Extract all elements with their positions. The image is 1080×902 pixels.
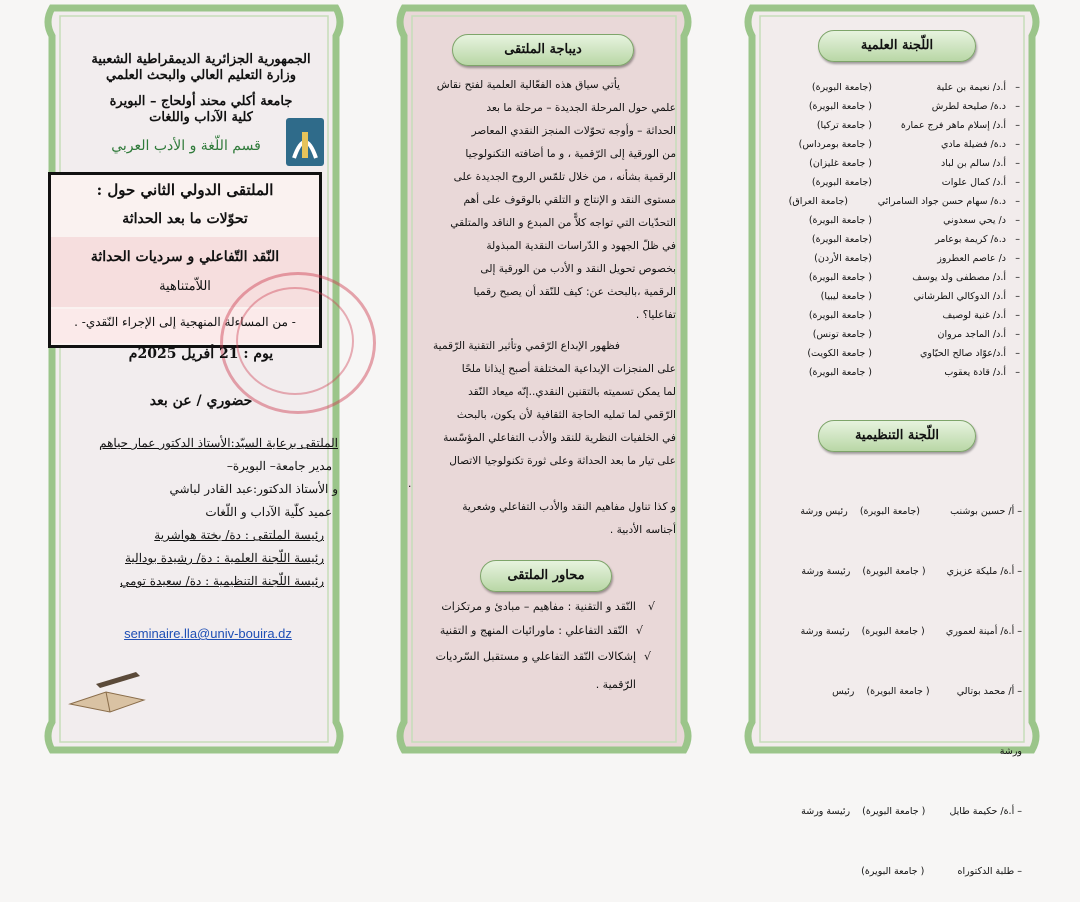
patronage-block [62, 432, 338, 593]
list-item: – أ/ محمد بوتالي ( جامعة البويرة) رئيس [832, 686, 1022, 697]
list-item: – د/ يحي سعدوني ( جامعة البويرة) [808, 215, 1020, 226]
list-item: – أ.د/ نعيمة بن علية (جامعة البويرة) [811, 82, 1020, 93]
book-illustration [66, 664, 176, 714]
header-line-2: وزارة التعليم العالي والبحث العلمي [105, 68, 297, 83]
organizing-members-list [760, 462, 1022, 902]
intro-line: أجناسه الأدبية . [609, 524, 676, 536]
intro-line: مستوى النقد و الإنتاج و التلقي بالوقوف على أهم [463, 194, 676, 206]
contact-email-link[interactable]: seminaire.lla@univ-bouira.dz [124, 626, 292, 641]
dash: – [1014, 686, 1022, 697]
dash: – [1014, 626, 1022, 637]
intro-line: الحداثة – وأوجه تحوّلات المنجز النقدي المعاصر [471, 125, 676, 137]
axis-item: إشكالات النّقد التفاعلي و مستقبل السّرديات [435, 650, 636, 663]
list-item: – أ.د/عوّاد صالح الحيّاوي ( جامعة الكويت) [807, 348, 1020, 359]
list-item: – أ.د/ مصطفى ولد يوسف ( جامعة البويرة) [808, 272, 1020, 283]
intro-line: يأتي سياق هذه الفعّالية العلمية لفتح نقاش [436, 79, 620, 91]
officer-scientific-chair: رئيسة اللّجنة العلمية : دة/ رشيدة بودالية [125, 551, 324, 565]
intro-line: على المنجزات الإبداعية المختلفة أصبح إيذانا ملحًا [461, 363, 676, 375]
intro-line: التحدّيات التي تواجه كلاًّ من المبدع و الناقد والمتلقي [450, 217, 676, 229]
conference-date: يوم : 21 أفريل 2025م [128, 346, 274, 362]
list-item: – أ.ة/ حكيمة طايل ( جامعة البويرة) رئيسة ورشة [801, 806, 1022, 817]
intro-line: و كذا تناول مفاهيم النقد والأدب التفاعلي وشعرية [462, 501, 676, 513]
intro-line: فظهور الإبداع الرّقمي وتأثير التقنية الرّقمية [432, 340, 620, 352]
list-item: – أ.د/ غنية لوصيف ( جامعة البويرة) [808, 310, 1020, 321]
dash: – [1014, 806, 1022, 817]
theme-line-2: اللاّمتناهية [159, 279, 211, 294]
conference-title: الملتقى الدولي الثاني حول : [96, 181, 274, 199]
intro-title-pill: ديباجة الملتقى [452, 34, 634, 66]
list-item: – أ.د/ كمال علوات (جامعة البويرة) [811, 177, 1020, 188]
patron-line-3: و الأستاذ الدكتور:عبد القادر لباشي [169, 482, 338, 496]
list-item: – أ/ حسين بوشنب (جامعة البويرة) رئيس ورشة [800, 506, 1022, 517]
list-item: – أ.د/ الدوكالي الطرشاني ( جامعة ليبيا) [820, 291, 1020, 302]
patron-line-1: الملتقى برعاية السيّد:الأستاذ الدكتور عمار حياهم [99, 436, 338, 450]
officer-organizing-chair: رئيسة اللّجنة التنظيمية : دة/ سعيدة تومي [120, 574, 324, 588]
theme-line-3: - من المساءلة المنهجية إلى الإجراء النّقدي- . [74, 315, 296, 329]
intro-line: لما يمكن تسميته بالتقنين النقدي..إنّه ميعاد النّقد [468, 386, 676, 398]
header-line-4: كلية الآداب واللغات [149, 110, 253, 125]
officer-chair: رئيسة الملتقى : دة/ بختة هواشرية [154, 528, 324, 542]
dash: – [1014, 866, 1022, 877]
list-item: – أ.د/ قادة يعقوب ( جامعة البويرة) [808, 367, 1020, 378]
list-item: – أ.ة/ أمينة لعموري ( جامعة البويرة) رئيسة ورشة [800, 626, 1022, 637]
list-item-continued: ورشة [999, 746, 1022, 757]
check-icon: √ [648, 600, 656, 613]
intro-line: الرقمية ،بالبحث عن: كيف للنّقد أن يصبح رقميا [473, 286, 676, 298]
check-icon: √ [636, 624, 644, 637]
axis-item-continued: الرّقمية . [595, 678, 636, 691]
list-item: – د.ة/ صليحة لطرش ( جامعة البويرة) [808, 101, 1020, 112]
list-item: – أ.د/ الماجد مروان ( جامعة تونس) [812, 329, 1020, 340]
list-item: – د.ة/ فضيلة مادي ( جامعة بومرداس) [798, 139, 1020, 150]
theme-line-1: النّقد التّفاعلي و سرديات الحداثة [90, 249, 280, 265]
patron-line-4: عميد كلّية الآداب و اللّغات [205, 505, 332, 519]
intro-line: في الخلفيات النظرية للنقد والأدب التفاعلي المؤسّسة [443, 432, 676, 444]
university-logo [286, 118, 324, 166]
list-item: – د.ة/ كريمة بوعامر (جامعة البويرة) [811, 234, 1020, 245]
list-item: – أ.ة/ مليكة عزيزي ( جامعة البويرة) رئيسة ورشة [801, 566, 1022, 577]
intro-line: الرّقمي لما تمليه الحاجة الثقافية لأن يكون، بالبحث [456, 409, 676, 421]
list-item: – طلبة الدكتوراه ( جامعة البويرة) [861, 866, 1022, 877]
conference-subtitle: تحوّلات ما بعد الحداثة [122, 211, 248, 227]
dash: – [1014, 506, 1022, 517]
check-icon: √ [644, 650, 652, 663]
organizing-committee-pill: اللّجنة التنظيمية [818, 420, 976, 452]
header-line-1: الجمهورية الجزائرية الديمقراطية الشعبية [91, 52, 311, 67]
list-item: – أ.د/ إسلام ماهر فرج عمارة ( جامعة تركيا) [816, 120, 1020, 131]
axes-title-pill: محاور الملتقى [480, 560, 612, 592]
university-stamp-inner [236, 287, 354, 395]
attendance-mode: حضوري / عن بعد [149, 393, 253, 409]
intro-line: بخصوص تحويل النقد و الأدب من الورقية إلى [480, 263, 676, 275]
intro-line: الرقمية بشأنه ، من خلال تلمّس الروح الجديدة على [453, 171, 676, 183]
department-label: قسم اللّغة و الأدب العربي [111, 138, 261, 154]
intro-line: علمي حول المرحلة الجديدة – مرحلة ما بعد [486, 102, 676, 114]
header-line-3: جامعة أكلي محند أولحاج – البويرة [109, 94, 293, 109]
intro-line: في ظلّ الجهود و الدّراسات النقدية المبذولة [486, 240, 676, 252]
patron-line-2: مدير جامعة– البويرة– [226, 459, 332, 473]
list-item: – د.ة/ سهام حسن جواد السامرائي (جامعة العراق) [788, 196, 1020, 207]
intro-line: تفاعليا؟ . [635, 309, 676, 321]
scientific-members-list [760, 78, 1020, 398]
dash: – [1014, 566, 1022, 577]
intro-line: . [408, 478, 412, 490]
axis-item: النّقد و التقنية : مفاهيم – مبادئ و مرتكزات [441, 600, 636, 613]
scientific-committee-pill: اللّجنة العلمية [818, 30, 976, 62]
list-item: – أ.د/ سالم بن لباد ( جامعة غليزان) [809, 158, 1020, 169]
axis-item: النّقد التفاعلي : ماورائيات المنهج و التقنية [439, 624, 628, 637]
list-item: – د/ عاصم العطروز (جامعة الأردن) [814, 253, 1020, 264]
intro-line: على تيار ما بعد الحداثة وعلى ثورة تكنولوجيا الاتصال [449, 455, 676, 467]
intro-line: من الورقية إلى الرّقمية ، و ما أضافته التكنولوجيا [465, 148, 676, 160]
intro-paragraph [408, 74, 676, 542]
